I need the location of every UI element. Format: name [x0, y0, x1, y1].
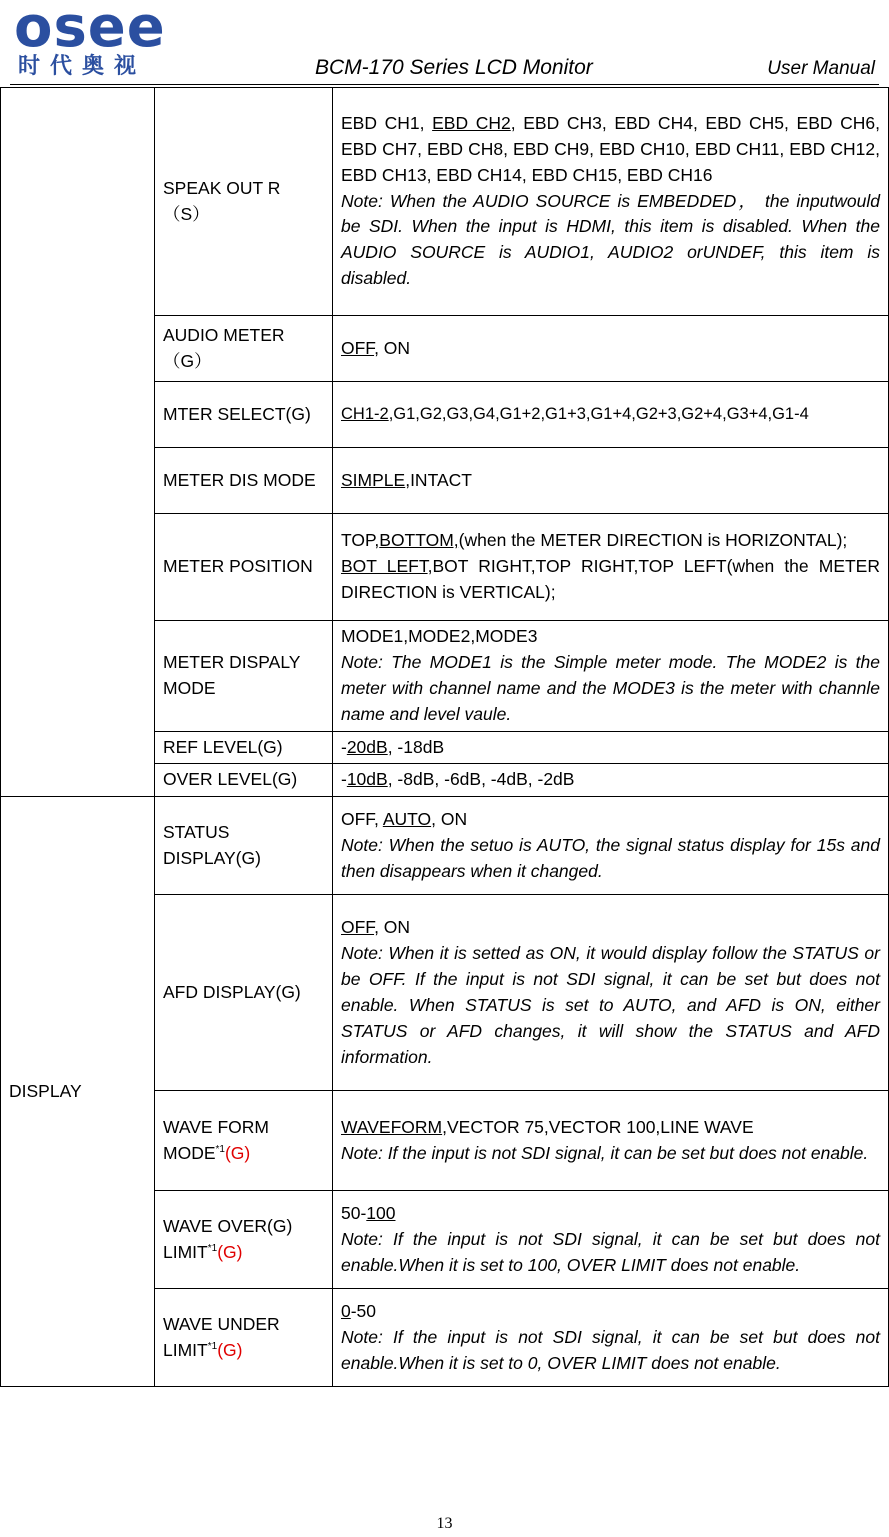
note-text: Note: When the AUDIO SOURCE is EMBEDDED， the inputwould be SDI. When the input is HDMI, this item is disabled. When the AUDIO SOURCE is AUDIO1, AUDIO2 orUNDEF, this item is disabled.	[341, 190, 880, 289]
note-text: Note: When the setuo is AUTO, the signal status display for 15s and then disappears when it changed.	[341, 834, 880, 881]
param-meter-dis-mode: METER DIS MODE	[155, 448, 333, 514]
value-ref-level: -20dB, -18dB	[333, 731, 889, 764]
param-meter-select: MTER SELECT(G)	[155, 382, 333, 448]
default-value: SIMPLE	[341, 469, 406, 490]
table-row	[1, 88, 889, 316]
global-tag: (G)	[217, 1241, 243, 1262]
default-value: WAVEFORM	[341, 1116, 443, 1137]
footnote-marker: *1	[215, 1144, 225, 1156]
default-value: 20dB	[346, 736, 388, 757]
default-value: EBD CH2	[432, 112, 511, 133]
table-row	[1, 797, 889, 895]
footnote-marker: *1	[207, 1243, 218, 1255]
global-tag: (G)	[217, 1339, 243, 1360]
param-speak-out-r: SPEAK OUT R （S）	[155, 88, 333, 316]
page-number: 13	[436, 1515, 453, 1532]
header-divider	[10, 84, 879, 85]
value-wave-over-limit: 50-100 Note: If the input is not SDI signal, it can be set but does not enable.When it is set to 100, OVER LIMIT does not enable.	[333, 1191, 889, 1289]
param-over-level: OVER LEVEL(G)	[155, 764, 333, 797]
param-wave-form-mode: WAVE FORM MODE$^{*1}$(G)	[155, 1091, 333, 1191]
param-audio-meter: AUDIO METER （G）	[155, 316, 333, 382]
default-value: BOT LEFT	[341, 556, 428, 577]
value-audio-meter: OFF, ON	[333, 316, 889, 382]
param-ref-level: REF LEVEL(G)	[155, 731, 333, 764]
default-value: OFF	[341, 917, 375, 938]
logo-chinese-name: 时代奥视	[18, 54, 147, 79]
default-value: OFF	[341, 337, 375, 358]
default-value: 0	[341, 1301, 351, 1321]
global-tag: (G)	[224, 1142, 251, 1163]
company-logo	[14, 2, 186, 80]
note-text: Note: If the input is not SDI signal, it can be set but does not enable.When it is set to 100, OVER LIMIT does not enable.	[341, 1228, 880, 1275]
value-wave-under-limit: 0-50 Note: If the input is not SDI signal, it can be set but does not enable.When it is set to 0, OVER LIMIT does not enable.	[333, 1289, 889, 1387]
category-display: DISPLAY	[1, 797, 155, 1387]
param-meter-display-mode: METER DISPALY MODE	[155, 621, 333, 732]
value-speak-out-r: EBD CH1, EBD CH2, EBD CH3, EBD CH4, EBD CH5, EBD CH6, EBD CH7, EBD CH8, EBD CH9, EBD CH10, EBD CH11, EBD CH12, EBD CH13, EBD CH14, EBD CH15, EBD CH16 Note: When the AUDIO SOURCE is EMBEDDED， the inputwould be SDI. When the input is HDMI, this item is disabled. When the AUDIO SOURCE is AUDIO1, AUDIO2 orUNDEF, this item is disabled.	[333, 88, 889, 316]
value-meter-display-mode: MODE1,MODE2,MODE3 Note: The MODE1 is the Simple meter mode. The MODE2 is the meter with channel name and the MODE3 is the meter with channle name and level vaule.	[333, 621, 889, 732]
logo-wordmark: osee	[14, 0, 166, 60]
note-text: Note: If the input is not SDI signal, it can be set but does not enable.	[341, 1142, 869, 1163]
default-value: 10dB	[346, 769, 388, 790]
value-meter-dis-mode: SIMPLE,INTACT	[333, 448, 889, 514]
default-value: CH1-2	[341, 405, 389, 424]
category-cell-audio	[1, 88, 155, 797]
value-over-level: -10dB, -8dB, -6dB, -4dB, -2dB	[333, 764, 889, 797]
document-title: BCM-170 Series LCD Monitor	[315, 56, 593, 79]
param-wave-over-limit: WAVE OVER(G) LIMIT$^{*1}$(G)	[155, 1191, 333, 1289]
default-value: 100	[366, 1203, 396, 1223]
note-text: Note: When it is setted as ON, it would display follow the STATUS or be OFF. If the input is not SDI signal, it can be set but does not enable. When STATUS is set to AUTO, and AFD is ON, either STATUS or AFD changes, it will show the STATUS and AFD information.	[341, 943, 880, 1067]
footnote-marker: *1	[207, 1341, 218, 1353]
value-afd-display: OFF, ON Note: When it is setted as ON, it would display follow the STATUS or be OFF. If the input is not SDI signal, it can be set but does not enable. When STATUS is set to AUTO, and AFD is ON, either STATUS or AFD changes, it will show the STATUS and AFD information.	[333, 895, 889, 1091]
value-meter-select: CH1-2,G1,G2,G3,G4,G1+2,G1+3,G1+4,G2+3,G2+4,G3+4,G1-4	[333, 382, 889, 448]
value-wave-form-mode: WAVEFORM,VECTOR 75,VECTOR 100,LINE WAVE Note: If the input is not SDI signal, it can be set but does not enable.	[333, 1091, 889, 1191]
value-status-display: OFF, AUTO, ON Note: When the setuo is AUTO, the signal status display for 15s and then disappears when it changed.	[333, 797, 889, 895]
default-value: BOTTOM,	[379, 530, 459, 551]
param-wave-under-limit: WAVE UNDER LIMIT$^{*1}$(G)	[155, 1289, 333, 1387]
default-value: AUTO	[382, 809, 432, 829]
param-status-display: STATUS DISPLAY(G)	[155, 797, 333, 895]
note-text: Note: The MODE1 is the Simple meter mode. The MODE2 is the meter with channel name and the MODE3 is the meter with channle name and level vaule.	[341, 651, 880, 724]
param-afd-display: AFD DISPLAY(G)	[155, 895, 333, 1091]
value-meter-position: TOP,BOTTOM,(when the METER DIRECTION is HORIZONTAL); BOT LEFT,BOT RIGHT,TOP RIGHT,TOP LEFT(when the METER DIRECTION is VERTICAL);	[333, 514, 889, 621]
menu-settings-table	[0, 87, 889, 1387]
param-meter-position: METER POSITION	[155, 514, 333, 621]
note-text: Note: If the input is not SDI signal, it can be set but does not enable.When it is set to 0, OVER LIMIT does not enable.	[341, 1326, 880, 1373]
document-type: User Manual	[767, 58, 875, 79]
